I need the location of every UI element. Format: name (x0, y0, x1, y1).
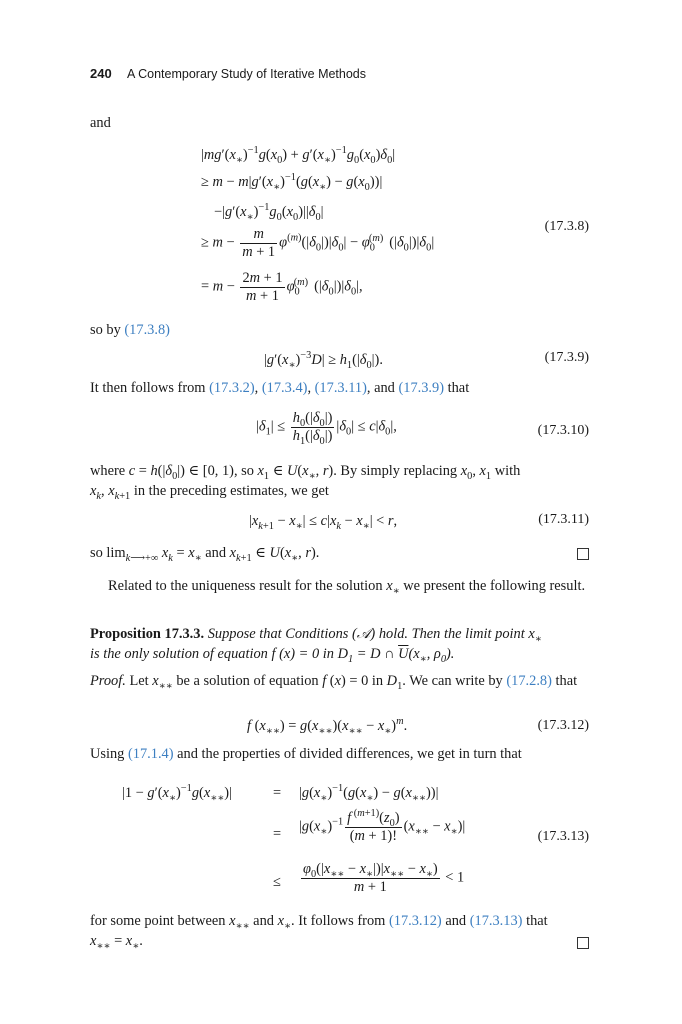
eq-17-3-10: $|\delta_1|$ ≤ $\frac{h_0(|\delta_0|)}{h_1(|\delta_0|)}$ $|\delta_0| \le c|\delta_0|$, (256, 410, 397, 447)
text-and: and (90, 115, 111, 131)
eq-17-3-8-line5: = m − $\frac{2m + 1}{m + 1}$ $\varphi_0^{(m)}$ $(|\delta_0|)|\delta_0|$, (201, 270, 363, 304)
text-so-by-prefix: so by (90, 322, 125, 338)
link-17-3-11[interactable]: (17.3.11) (314, 380, 367, 396)
eq-17-3-13-eq2: = (273, 826, 282, 842)
link-17-3-4[interactable]: (17.3.4) (261, 380, 308, 396)
eq-17-3-9: $|g'(x_∗)^{-3}D| \ge h_1(|\delta_0|)$. (264, 350, 383, 371)
eq-17-3-13-line1-right: $|g(x_∗)^{-1}(g(x_∗) - g(x_{∗∗}))|$ (299, 783, 439, 804)
using-suffix: and the properties of divided differences, we get in turn that (173, 746, 522, 762)
page-number: 240 (90, 66, 112, 81)
text-so-by (90, 322, 170, 339)
eq-number-17-3-11: (17.3.11) (538, 512, 589, 527)
follows-suffix: that (444, 380, 470, 396)
link-17-3-9[interactable]: (17.3.9) (398, 380, 445, 396)
text-so-lim: so $\lim_{k⟶+\infty} x_k = x_∗$ and $x_{k+1}$ ∈ $U(x_∗$, r). (90, 545, 320, 564)
final-text-2: It follows from (298, 913, 386, 929)
follows-prefix: It then follows from (90, 380, 210, 396)
paragraph-where-c: where $c = h(|\delta_0|)$ ∈ [0, 1), so $x_1$ ∈ $U(x_∗$, r). By simply replacing $x_0$, $x_1$ with $x_k$, $x_{k+1}$ in the preceding estimates, we get (90, 463, 521, 502)
eq-number-17-3-8: (17.3.8) (544, 219, 589, 234)
link-17-3-2[interactable]: (17.3.2) (209, 380, 255, 396)
paragraph-proof: Proof. Let $x_{∗∗}$ be a solution of equation f (x) = 0 in $D_1$. We can write by (17.2.8) that (90, 673, 578, 692)
eq-17-3-8-line3: $-|g'(x_∗)^{-1}g_0(x_0)||\delta_0|$ (214, 202, 324, 223)
paragraph-uniqueness: Related to the uniqueness result for the solution $x_∗$ we present the following result. (108, 578, 586, 597)
proposition-label: Proposition 17.3.3. (90, 626, 205, 642)
text-using (90, 746, 522, 763)
qed-square-2 (577, 937, 589, 949)
text-it-then-follows: It then follows from (17.3.2), (17.3.4), (17.3.11), and (17.3.9) that (90, 380, 470, 396)
eq-number-17-3-13: (17.3.13) (537, 829, 589, 844)
link-17-1-4[interactable]: (17.1.4) (127, 746, 174, 762)
running-header-title: A Contemporary Study of Iterative Methods (127, 67, 367, 81)
using-prefix: Using (90, 746, 128, 762)
uniqueness-text: Related to the uniqueness result for the solution (108, 578, 383, 594)
link-17-3-8[interactable]: (17.3.8) (124, 322, 170, 338)
eq-number-17-3-10: (17.3.10) (537, 423, 589, 438)
link-17-3-12[interactable]: (17.3.12) (388, 913, 442, 929)
eq-17-3-13-leq: ≤ (273, 874, 281, 890)
eq-17-3-13-line2-right: $|g(x_∗)^{-1}$ $\frac{f ^{(m+1)}(z_0)}{(m + 1)!}$ $(x_{∗∗} - x_∗)|$ (299, 808, 466, 844)
eq-17-3-8-line4: ≥ m − $\frac{m}{m + 1}$ $\varphi^{(m)}(|\delta_0|)|\delta_0| - \varphi_0^{(m)}$ $(|\delta_0|)|\delta_0|$ (201, 226, 435, 260)
proof-text-1: be a solution of equation (176, 673, 319, 689)
present-text: we present the following result. (403, 578, 586, 594)
eq-17-3-13-line3-right: $\frac{\varphi_0(|x_{∗∗} - x_∗|)|x_{∗∗} - x_∗)}{m + 1}$ < 1 (303, 861, 465, 895)
paragraph-final: for some point between $x_{∗∗}$ and $x_∗$. It follows from (17.3.12) and (17.3.13) that $x_{∗∗} = x_∗$. (90, 913, 548, 952)
prop-text-2: hold. Then the limit point (378, 626, 525, 642)
eq-number-17-3-12: (17.3.12) (537, 718, 589, 733)
eq-17-3-12: f $(x_{∗∗}) = g(x_{∗∗})(x_{∗∗} - x_∗)^m$. (247, 716, 408, 737)
with-text: with (494, 463, 521, 479)
final-text-1: for some point between (90, 913, 226, 929)
proof-label: Proof. (90, 673, 126, 689)
eq-17-3-8-line2: ≥ $m - m|g'(x_∗)^{-1}(g(x_∗) - g(x_0))|$ (201, 172, 383, 193)
qed-square-1 (577, 548, 589, 560)
eq-17-3-8-line1: $|mg'(x_∗)^{-1}g(x_0) + g'(x_∗)^{-1}g_0(x_0)\delta_0|$ (201, 145, 396, 166)
proof-text-2: We can write by (409, 673, 503, 689)
link-17-2-8[interactable]: (17.2.8) (506, 673, 552, 689)
eq-17-3-13-line1-left: $|1 - g'(x_∗)^{-1}g(x_{∗∗})|$ (122, 783, 232, 804)
proposition-17-3-3: Proposition 17.3.3. Suppose that Conditions (𝒜) hold. Then the limit point $x_∗$ is the only solution of equation f (x) = 0 in $D_1 = D$ ∩ $\overline{U}(x_∗$, $\rho_0$). (90, 626, 542, 665)
link-17-3-13[interactable]: (17.3.13) (469, 913, 523, 929)
preceding-text: in the preceding estimates, we get (133, 483, 329, 499)
replacing-text: By simply replacing (340, 463, 458, 479)
eq-17-3-13-eq1: = (273, 785, 282, 801)
prop-text-1: Suppose that Conditions (207, 626, 349, 642)
prop-text-3: is the only solution of equation (90, 646, 268, 662)
eq-17-3-11: $|x_{k+1} - x_∗| \le c|x_k - x_∗| < r$, (249, 513, 398, 532)
eq-number-17-3-9: (17.3.9) (544, 350, 589, 365)
